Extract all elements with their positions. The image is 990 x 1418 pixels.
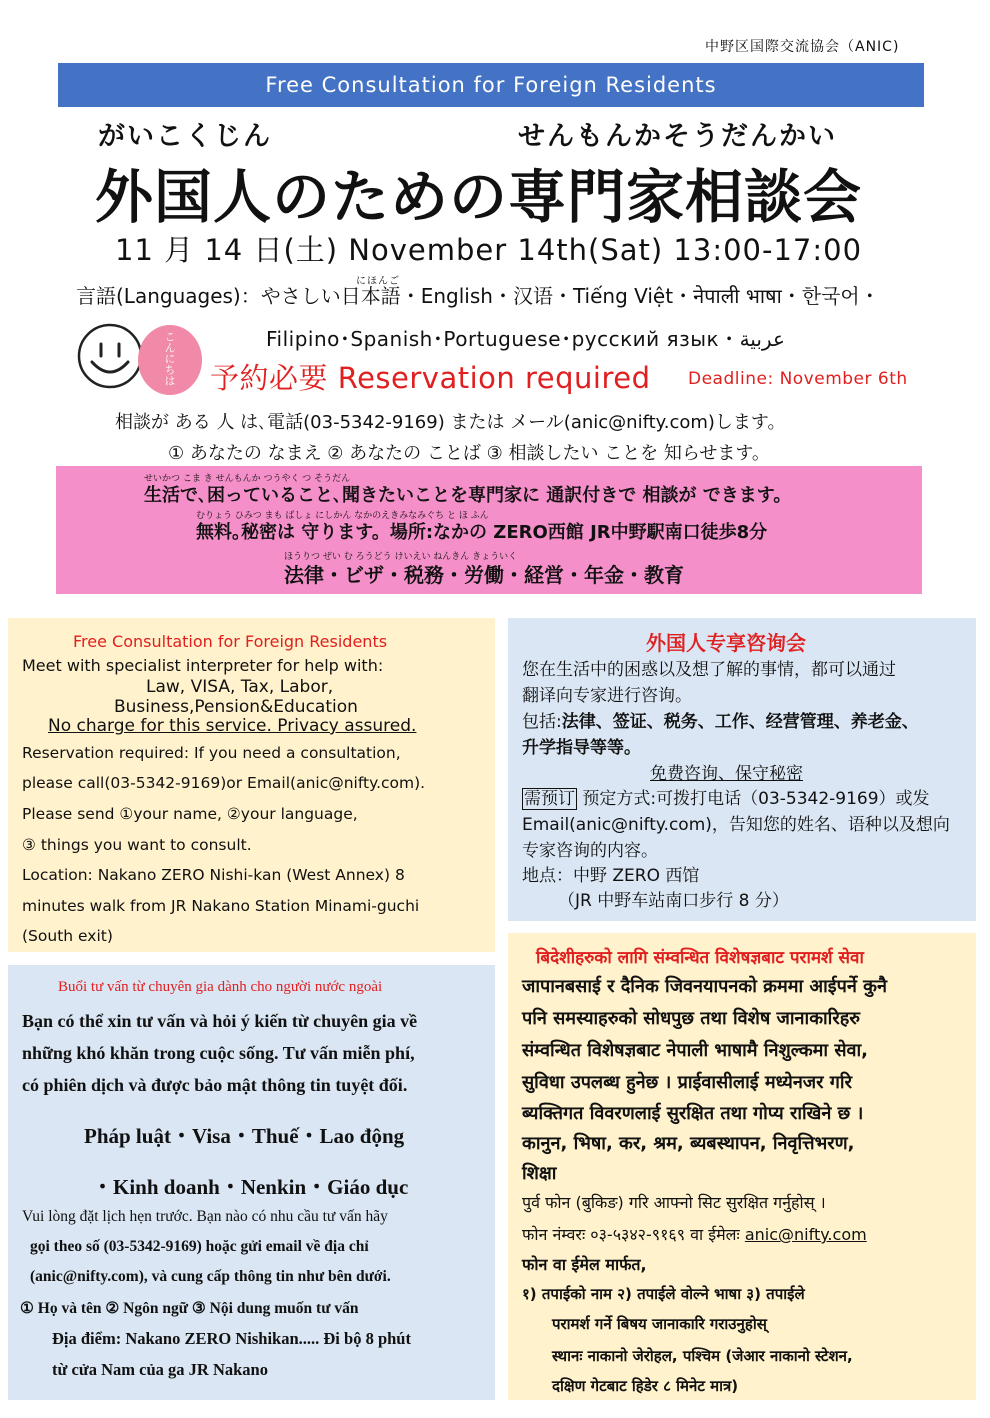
vietnamese-text: gọi theo số (03-5342-9169) hoặc gửi email về địa chỉ — [30, 1238, 369, 1255]
vietnamese-text: Vui lòng đặt lịch hẹn trước. Bạn nào có nhu cầu tư vấn hãy — [22, 1208, 388, 1225]
nepali-title: बिदेशीहरुको लागि संम्वन्धित विशेषज्ञबाट परामर्श सेवा — [536, 948, 864, 968]
contact-instruction: 相談が ある 人 は､電話(03-5342-9169) または メール(anic@nifty.com)します。 — [115, 412, 786, 433]
ruby-text: むりょう ひみつ まも ばしょ にしかん なかのえきみなみぐち と ほ ふん — [196, 511, 489, 521]
chinese-email: Email(anic@nifty.com) — [522, 815, 712, 835]
nepali-steps: परामर्श गर्ने बिषय जानाकारि गराउनुहोस् — [552, 1315, 767, 1333]
vietnamese-location: Địa điểm: Nakano ZERO Nishikan..... Đi bộ 8 phút — [52, 1329, 411, 1348]
nepali-section — [508, 933, 976, 1400]
english-text: ③ things you want to consult. — [22, 836, 252, 854]
main-title: 外国人のための専門家相談会 — [95, 163, 863, 231]
english-text: Reservation required: If you need a consultation, — [22, 744, 401, 762]
nepali-location: स्थानः नाकानो जेरोहल, पश्चिम (जेआर नाकानो स्टेशन, — [552, 1347, 853, 1365]
konnichiwa-badge — [138, 325, 202, 395]
summary-line-1: 生活で､困っていること､聞きたいことを専門家に 通訳付きで 相談が できます。 — [144, 485, 792, 506]
chinese-location: （JR 中野车站南口步行 8 分） — [558, 891, 789, 911]
nihongo-ruby: にほんご — [356, 276, 400, 287]
event-date: 11 月 14 日(土) November 14th(Sat) 13:00-17:00 — [115, 233, 863, 267]
nepali-steps: १) तपाईको नाम २) तपाईले वोल्ने भाषा ३) तपाईले — [522, 1285, 805, 1303]
chinese-text: 包括: — [522, 712, 562, 732]
chinese-text: 专家咨询的内容。 — [522, 841, 658, 861]
english-location: Location: Nakano ZERO Nishi-kan (West Annex) 8 — [22, 866, 405, 884]
chinese-free-note: 免费咨询、保守秘密 — [650, 764, 803, 784]
reservation-required: 予約必要 Reservation required — [210, 361, 651, 395]
summary-line-2: 無料｡秘密は 守ります。場所:なかの ZERO西館 JR中野駅南口徒歩8分 — [196, 522, 768, 543]
chinese-topics — [522, 707, 919, 732]
chinese-reservation — [522, 784, 930, 809]
english-topics: Business,Pension&Education — [114, 697, 358, 717]
vietnamese-section — [8, 965, 495, 1400]
english-location: minutes walk from JR Nakano Station Minami-guchi — [22, 897, 420, 915]
nepali-text: ब्यक्तिगत विवरणलाई सुरक्षित तथा गोप्य राखिने छ । — [522, 1103, 864, 1124]
nepali-text: पनि समस्याहरुको सोधपुछ तथा विशेष जानाकारिहरु — [522, 1008, 861, 1029]
nepali-topics: कानुन, भिषा, कर, श्रम, ब्यबस्थापन, निवृत्तिभरण, — [522, 1133, 855, 1154]
chinese-section — [508, 618, 976, 921]
vietnamese-topics: ・Kinh doanh・Nenkin・Giáo dục — [92, 1175, 409, 1199]
english-text: please call(03-5342-9169)or Email(anic@nifty.com). — [22, 774, 426, 792]
chinese-text: 预定方式:可拨打电话（03-5342-9169）或发 — [577, 789, 930, 809]
deadline: Deadline: November 6th — [688, 369, 908, 389]
vietnamese-text: Bạn có thể xin tư vấn và hỏi ý kiến từ chuyên gia về — [22, 1011, 418, 1031]
ruby-text: ほうりつ ぜい む ろうどう けいえい ねんきん きょういく — [284, 552, 518, 562]
english-text: Meet with specialist interpreter for help with: — [22, 656, 384, 675]
japanese-summary-box — [56, 466, 922, 594]
nepali-location: दक्षिण गेटबाट हिडेर ८ मिनेट मात्र) — [552, 1377, 739, 1395]
contact-steps: ① あなたの なまえ ② あなたの ことば ③ 相談したい ことを 知らせます。 — [168, 443, 770, 464]
english-section — [8, 618, 495, 952]
vietnamese-text: (anic@nifty.com), và cung cấp thông tin như bên dưới. — [30, 1268, 391, 1285]
nepali-email: anic@nifty.com — [744, 1225, 867, 1244]
chinese-title: 外国人专享咨询会 — [646, 631, 806, 655]
languages-line-1: 言語(Languages)：やさしい日本語・English・汉语・Tiếng Việt・नेपाली भाषा・한국어・ — [76, 284, 880, 308]
chinese-location: 地点：中野 ZERO 西馆 — [522, 866, 700, 886]
vietnamese-location: từ cửa Nam của ga JR Nakano — [52, 1360, 268, 1379]
english-text: Please send ①your name, ②your language, — [22, 805, 358, 823]
summary-topics: 法律・ビザ・税務・労働・経営・年金・教育 — [284, 563, 684, 587]
english-free-note: No charge for this service. Privacy assured. — [48, 716, 417, 736]
chinese-topic-list: 法律、签证、税务、工作、经营管理、养老金、 — [561, 712, 919, 732]
chinese-text: ，告知您的姓名、语种以及想向 — [711, 815, 950, 835]
vietnamese-title: Buổi tư vấn từ chuyên gia dành cho người nước ngoài — [58, 979, 383, 995]
nepali-text: फोन वा ईमेल मार्फत, — [522, 1255, 647, 1274]
chinese-text: 您在生活中的困惑以及想了解的事情，都可以通过 — [522, 660, 896, 680]
nepali-phone: फोन नंम्वरः ०३-५३४२-९१६९ वा ईमेलः — [522, 1225, 745, 1244]
reservation-box-label: 需预订 — [524, 789, 575, 809]
title-banner: Free Consultation for Foreign Residents — [58, 63, 924, 107]
chinese-topics: 升学指导等等。 — [522, 738, 641, 758]
ruby-text: せいかつ こま き せんもんか つうやく つ そうだん — [144, 474, 351, 484]
chinese-text: 翻译向专家进行咨询。 — [522, 686, 692, 706]
vietnamese-steps: ① Họ và tên ② Ngôn ngữ ③ Nội dung muốn tư vấn — [20, 1300, 359, 1317]
nepali-topics: शिक्षा — [522, 1163, 557, 1184]
languages-line-2: Filipino･Spanish･Portuguese･русский язык・عربية — [266, 327, 785, 351]
vietnamese-text: những khó khăn trong cuộc sống. Tư vấn miễn phí, — [22, 1043, 415, 1063]
title-ruby-left: がいこくじん — [98, 121, 272, 152]
nepali-text: पुर्व फोन (बुकिङ) गरि आफ्नो सिट सुरक्षित गर्नुहोस् । — [522, 1193, 826, 1212]
nepali-text: संम्वन्धित विशेषज्ञबाट नेपाली भाषामै निशुल्कमा सेवा, — [522, 1040, 869, 1061]
nepali-text: जापानबसाई र दैनिक जिवनयापनको क्रममा आईपर्ने कुनै — [522, 976, 887, 997]
konnichiwa-text: こんにちは — [163, 331, 176, 386]
vietnamese-topics: Pháp luật・Visa・Thuế・Lao động — [84, 1124, 405, 1148]
title-ruby-right: せんもんかそうだんかい — [518, 121, 837, 152]
vietnamese-text: có phiên dịch và được bảo mật thông tin tuyệt đối. — [22, 1075, 408, 1095]
smiley-face-icon — [76, 322, 144, 390]
english-location: (South exit) — [22, 927, 113, 945]
nepali-text: सुविधा उपलब्ध हुनेछ । प्राईवासीलाई मध्येनजर गरि — [522, 1072, 852, 1093]
english-title: Free Consultation for Foreign Residents — [73, 632, 388, 651]
english-topics: Law, VISA, Tax, Labor, — [146, 677, 334, 697]
chinese-email-line — [522, 810, 950, 835]
organization-name: 中野区国際交流協会（ANIC) — [705, 39, 900, 55]
nepali-contact — [522, 1223, 867, 1245]
